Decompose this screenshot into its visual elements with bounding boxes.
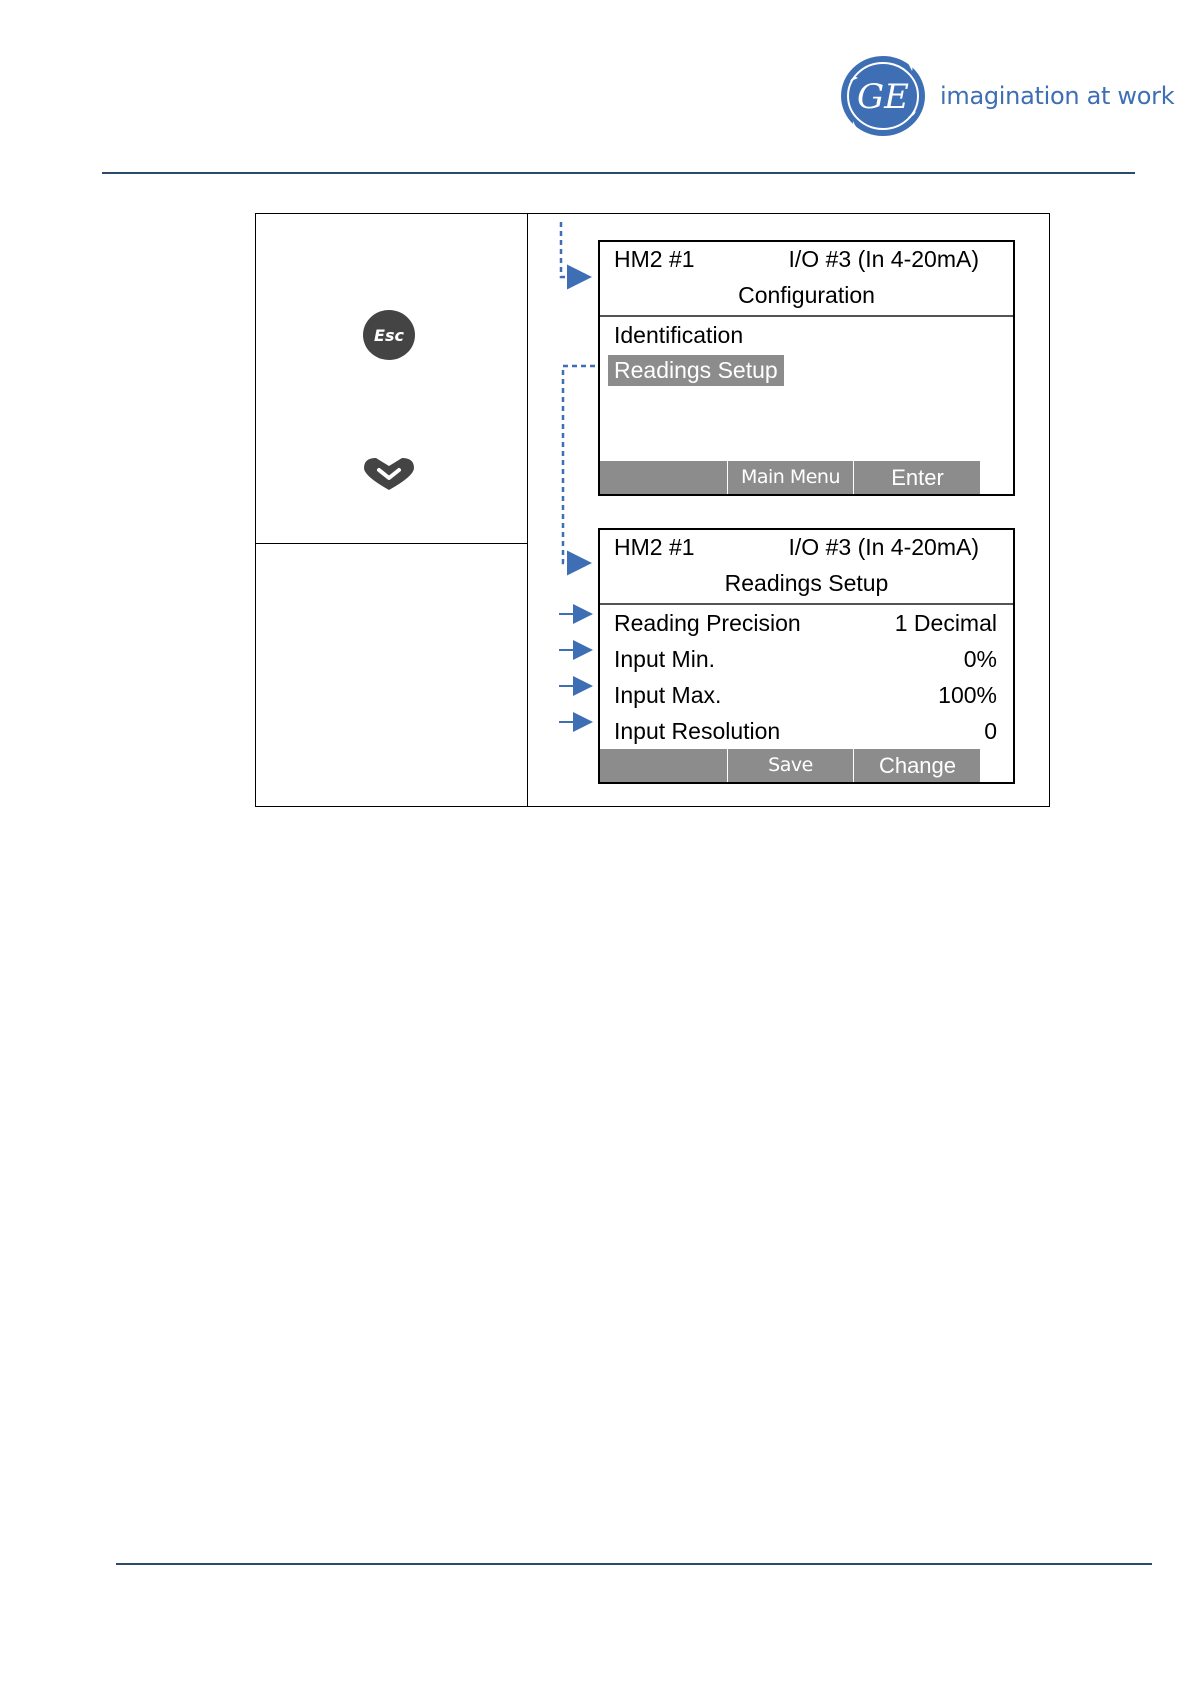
screen-header bbox=[614, 246, 979, 274]
parameter-row-reading-precision[interactable] bbox=[614, 610, 997, 638]
parameter-row-input-min[interactable] bbox=[614, 646, 997, 674]
screen-separator bbox=[600, 315, 1013, 317]
menu-item-identification[interactable]: Identification bbox=[614, 322, 744, 348]
ge-logo bbox=[838, 53, 928, 139]
softkey-bar bbox=[600, 461, 980, 494]
parameter-value: 0 bbox=[984, 718, 997, 744]
chevron-down-icon bbox=[362, 446, 416, 498]
softkey-main-menu[interactable]: Main Menu bbox=[727, 461, 853, 494]
svg-text:Esc: Esc bbox=[374, 326, 404, 345]
parameter-row-input-resolution[interactable] bbox=[614, 718, 997, 746]
entry-arrow bbox=[561, 222, 587, 277]
footer-rule bbox=[116, 1563, 1152, 1565]
configuration-screen bbox=[598, 240, 1015, 496]
softkey-1[interactable] bbox=[600, 461, 726, 494]
io-channel: I/O #3 (In 4-20mA) bbox=[788, 534, 979, 560]
parameter-label: Input Max. bbox=[614, 682, 722, 708]
screen-separator bbox=[600, 603, 1013, 605]
io-channel: I/O #3 (In 4-20mA) bbox=[788, 246, 979, 272]
menu-item-readings-setup[interactable]: Readings Setup bbox=[608, 355, 784, 386]
procedure-table bbox=[255, 213, 1050, 807]
screen-header bbox=[614, 534, 979, 562]
readings-setup-link-arrow bbox=[563, 366, 595, 563]
parameter-row-input-max[interactable] bbox=[614, 682, 997, 710]
parameter-value: 0% bbox=[963, 646, 997, 672]
parameter-label: Input Min. bbox=[614, 646, 715, 672]
screen-title: Configuration bbox=[738, 282, 875, 308]
softkey-change[interactable]: Change bbox=[853, 749, 981, 782]
softkey-1[interactable] bbox=[600, 749, 726, 782]
parameter-label: Reading Precision bbox=[614, 610, 801, 636]
softkey-bar bbox=[600, 749, 980, 782]
esc-key-icon bbox=[362, 309, 416, 361]
softkey-save[interactable]: Save bbox=[727, 749, 853, 782]
row-divider bbox=[256, 543, 527, 544]
screen-title: Readings Setup bbox=[724, 570, 889, 596]
parameter-value: 100% bbox=[938, 682, 997, 708]
svg-text:GE: GE bbox=[857, 77, 909, 117]
parameter-label: Input Resolution bbox=[614, 718, 781, 744]
header-rule bbox=[102, 172, 1135, 174]
softkey-enter[interactable]: Enter bbox=[853, 461, 981, 494]
brand-tagline: imagination at work bbox=[940, 82, 1175, 110]
device-id: HM2 #1 bbox=[614, 534, 695, 560]
device-id: HM2 #1 bbox=[614, 246, 695, 272]
readings-setup-screen bbox=[598, 528, 1015, 784]
parameter-value: 1 Decimal bbox=[894, 610, 997, 636]
